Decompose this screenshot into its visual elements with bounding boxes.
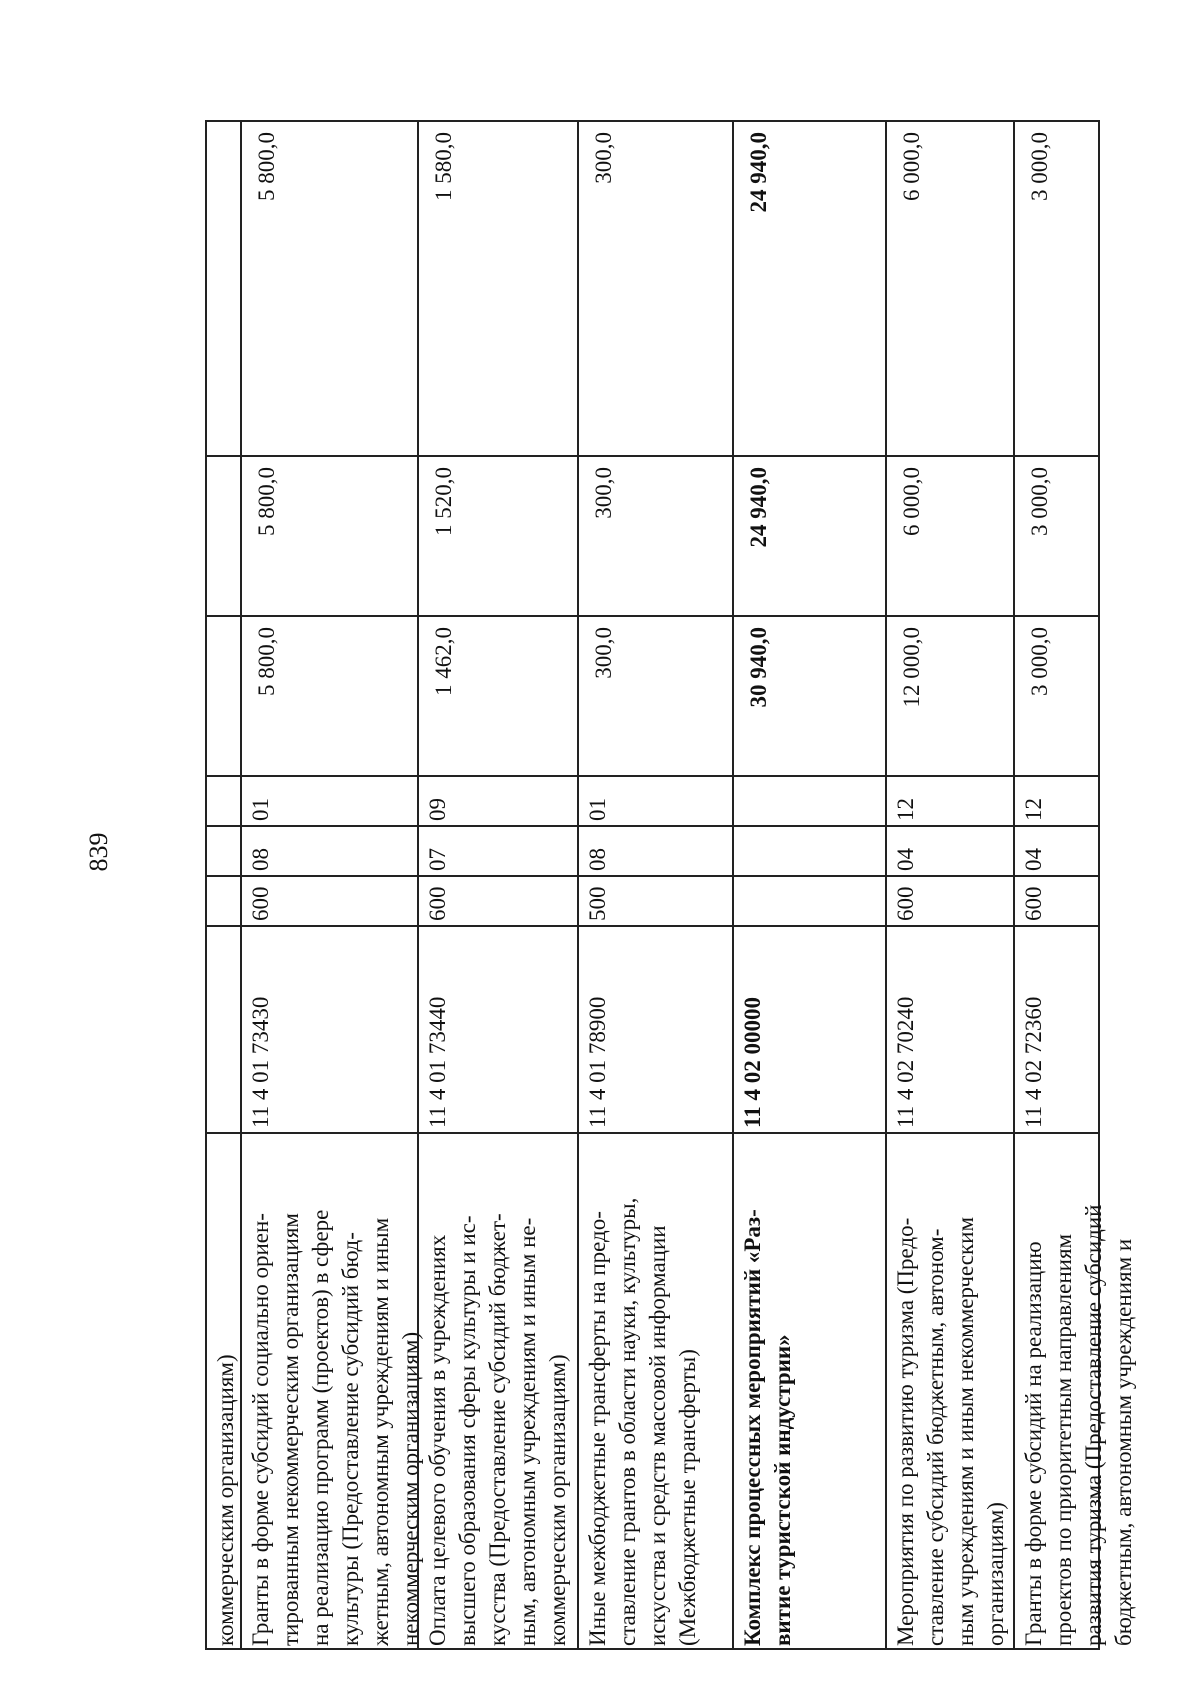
row-label-line: витие туристской индустрии» [770,1334,795,1646]
cell-value-y1: 5 800,0 [254,627,279,696]
cell-y2 [887,455,1013,615]
cell-vr [734,875,885,925]
row-label-line: жетным, автономным учреждениям и иным [368,1217,393,1646]
cell-vr [242,875,417,925]
cell-value-code: 11 4 01 73440 [425,996,450,1128]
row-label-line: развития туризма (Предоставление субсидий [1081,1204,1106,1646]
cell-value-y2: 1 520,0 [431,467,456,536]
cell-vr [1015,875,1098,925]
row-label-line: ным учреждениям и иным некоммерческим [953,1216,978,1646]
table-row [417,120,577,1648]
cell-value-y2: 24 940,0 [746,467,771,548]
row-label-line: коммерческим организациям) [213,1354,238,1646]
row-label-line: Гранты в форме субсидий на реализацию [1021,1241,1046,1646]
cell-pr [207,775,240,825]
cell-value-rz: 07 [425,848,450,871]
cell-rz [419,825,577,875]
table-row [1013,120,1136,1648]
row-label-line: проектов по приоритетным направлениям [1051,1233,1076,1646]
cell-lines [242,1132,423,1650]
cell-value-y1: 3 000,0 [1027,627,1052,696]
cell-lines [887,1132,1013,1650]
cell-pr [419,775,577,825]
cell-value-y2: 300,0 [591,467,616,519]
cell-value-y1: 12 000,0 [899,627,924,708]
cell-value-vr: 600 [893,886,918,921]
cell-value-y3: 3 000,0 [1027,132,1052,201]
budget-table [205,120,1136,1650]
cell-lines [207,1132,240,1650]
cell-value-code: 11 4 02 72360 [1021,996,1046,1128]
cell-value-vr: 600 [248,886,273,921]
cell-code [242,925,417,1132]
table-row [577,120,732,1648]
row-label-line: культуры (Предоставление субсидий бюд- [338,1232,363,1646]
cell-y1 [734,615,885,775]
cell-y3 [579,120,732,455]
cell-y1 [242,615,417,775]
cell-y2 [734,455,885,615]
cell-code [579,925,732,1132]
row-label-line: кусства (Предоставление субсидий бюджет- [485,1213,510,1646]
row-label-line: на реализацию программ (проектов) в сфере [308,1209,333,1646]
cell-value-code: 11 4 01 73430 [248,996,273,1128]
cell-lines [579,1132,732,1650]
cell-y3 [207,120,240,455]
cell-lines [1015,1132,1136,1650]
row-label-line: ставление субсидий бюджетным, автоном- [923,1228,948,1646]
cell-y2 [242,455,417,615]
cell-y1 [207,615,240,775]
cell-y3 [887,120,1013,455]
row-label-line: Мероприятия по развитию туризма (Предо- [893,1217,918,1646]
page-number: 839 [84,832,113,872]
cell-y1 [419,615,577,775]
cell-value-vr: 500 [585,886,610,921]
cell-y3 [734,120,885,455]
cell-vr [887,875,1013,925]
cell-value-y2: 6 000,0 [899,467,924,536]
cell-rz [207,825,240,875]
cell-value-y1: 30 940,0 [746,627,771,708]
cell-vr [419,875,577,925]
cell-y3 [1015,120,1098,455]
table-row [205,120,240,1648]
cell-lines [734,1132,885,1650]
cell-value-y3: 1 580,0 [431,132,456,201]
table-row [885,120,1013,1648]
row-label-line: бюджетным, автономным учреждениям и [1111,1238,1136,1646]
cell-value-pr: 12 [1021,798,1046,821]
cell-y1 [1015,615,1098,775]
cell-value-y3: 5 800,0 [254,132,279,201]
cell-pr [579,775,732,825]
cell-y2 [1015,455,1098,615]
row-label-line: Иные межбюджетные трансферты на предо- [585,1211,610,1646]
cell-pr [1015,775,1098,825]
table-row [240,120,423,1648]
row-label-line: Комплекс процессных мероприятий «Раз- [740,1209,765,1646]
cell-y2 [579,455,732,615]
row-label-line: коммерческим организациям) [545,1354,570,1646]
cell-rz [1015,825,1098,875]
cell-value-y3: 6 000,0 [899,132,924,201]
cell-value-y1: 300,0 [591,627,616,679]
row-label-line: Оплата целевого обучения в учреждениях [425,1234,450,1646]
row-label-line: (Межбюджетные трансферты) [675,1349,700,1646]
cell-code [734,925,885,1132]
cell-y3 [242,120,417,455]
cell-code [207,925,240,1132]
cell-value-y3: 300,0 [591,132,616,184]
cell-lines [419,1132,577,1650]
cell-value-y2: 5 800,0 [254,467,279,536]
row-label-line: искусства и средств массовой информации [645,1225,670,1646]
cell-value-y1: 1 462,0 [431,627,456,696]
cell-value-rz: 08 [585,848,610,871]
cell-value-rz: 08 [248,848,273,871]
cell-y3 [419,120,577,455]
cell-rz [242,825,417,875]
cell-value-pr: 01 [585,798,610,821]
cell-value-rz: 04 [1021,848,1046,871]
cell-value-rz: 04 [893,848,918,871]
row-label-line: Гранты в форме субсидий социально ориен- [248,1213,273,1646]
cell-pr [242,775,417,825]
cell-code [887,925,1013,1132]
cell-y2 [207,455,240,615]
cell-value-y3: 24 940,0 [746,132,771,213]
cell-rz [579,825,732,875]
cell-code [419,925,577,1132]
cell-value-y2: 3 000,0 [1027,467,1052,536]
row-label-line: некоммерческим организациям) [398,1331,423,1646]
cell-rz [734,825,885,875]
table-row [732,120,885,1648]
cell-value-code: 11 4 01 78900 [585,996,610,1128]
cell-value-pr: 09 [425,798,450,821]
row-label-line: ным, автономным учреждениям и иным не- [515,1217,540,1646]
cell-vr [579,875,732,925]
cell-value-pr: 01 [248,798,273,821]
cell-y1 [887,615,1013,775]
row-label-line: высшего образования сферы культуры и ис- [455,1215,480,1646]
row-label-line: тированным некоммерческим организациям [278,1213,303,1646]
cell-value-vr: 600 [1021,886,1046,921]
cell-y1 [579,615,732,775]
row-label-line: организациям) [983,1502,1008,1646]
cell-value-pr: 12 [893,798,918,821]
cell-rz [887,825,1013,875]
cell-pr [887,775,1013,825]
cell-y2 [419,455,577,615]
cell-value-code: 11 4 02 00000 [740,997,765,1128]
cell-vr [207,875,240,925]
cell-code [1015,925,1098,1132]
cell-value-code: 11 4 02 70240 [893,996,918,1128]
cell-value-vr: 600 [425,886,450,921]
cell-pr [734,775,885,825]
row-label-line: ставление грантов в области науки, культуры, [615,1197,640,1646]
